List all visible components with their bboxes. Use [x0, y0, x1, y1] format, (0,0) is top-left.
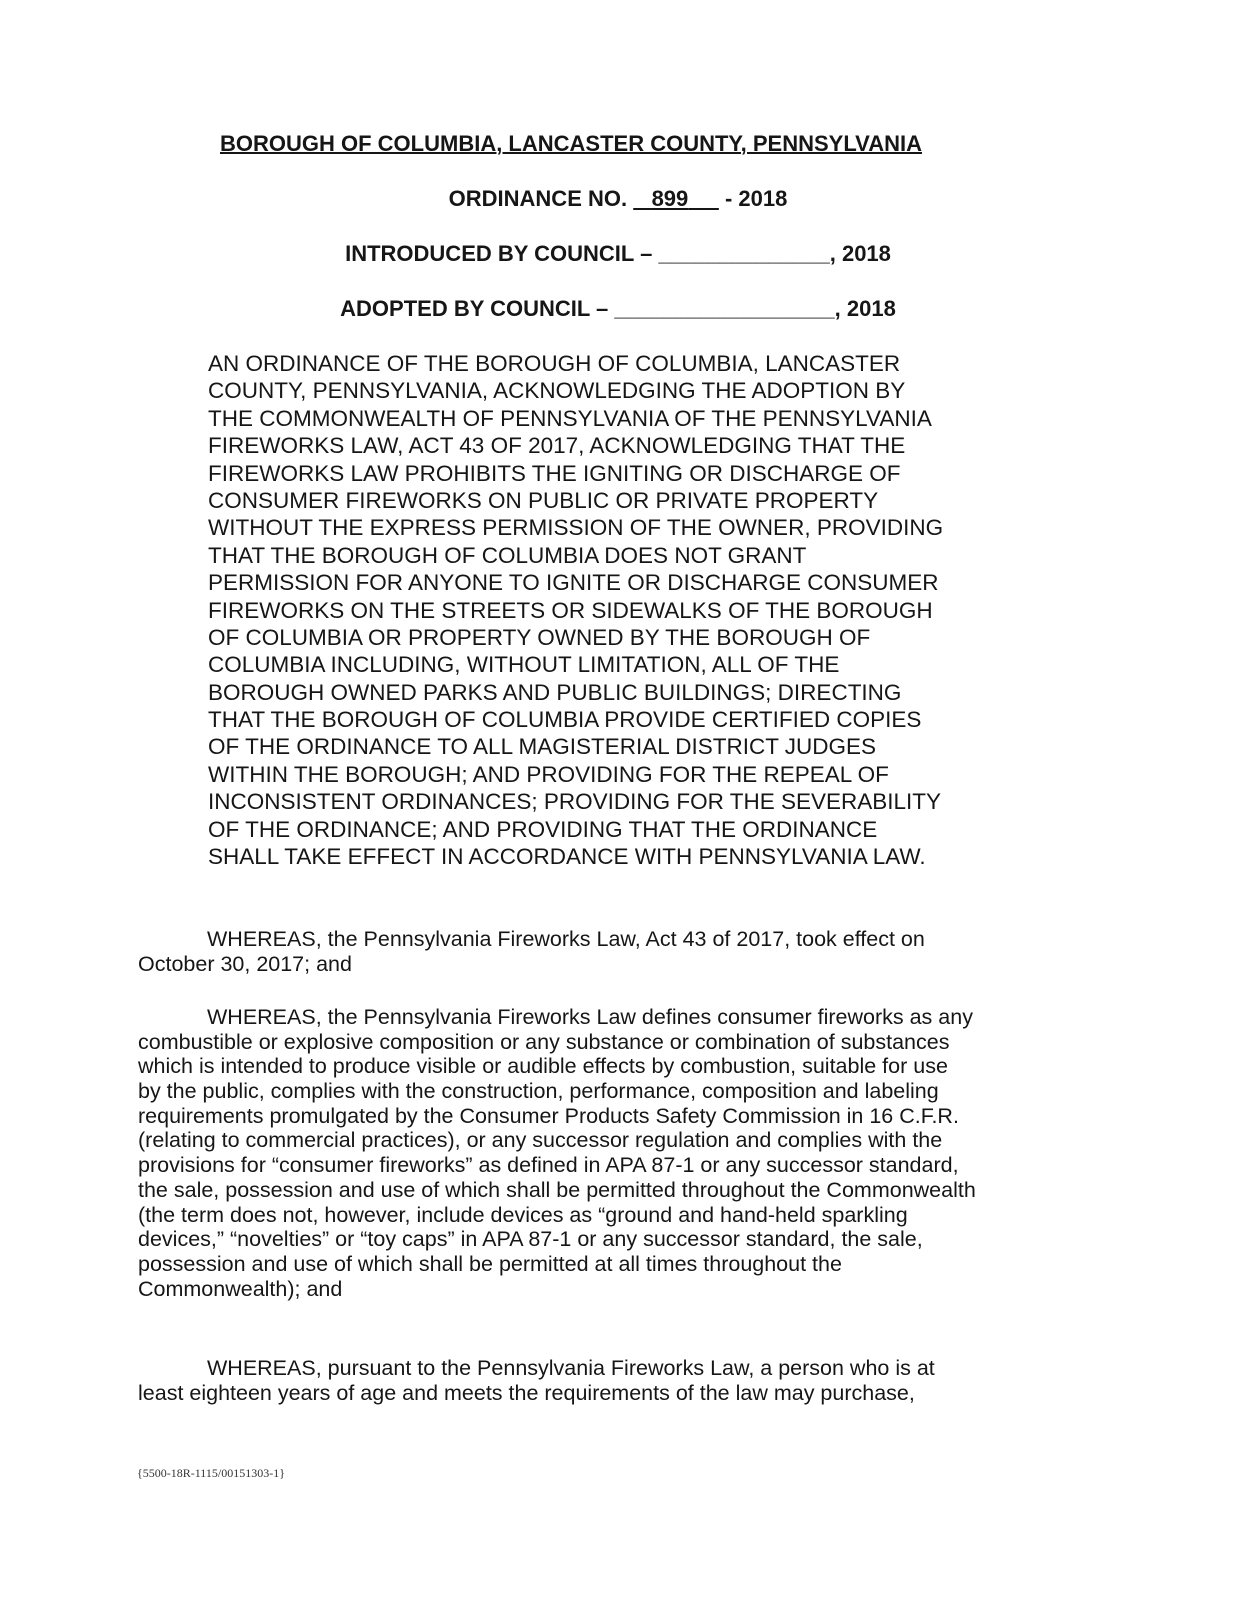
- paragraph-line: the sale, possession and use of which shall be permitted throughout the Commonwealth: [138, 1177, 976, 1202]
- ordinance-number-line: [0, 186, 1236, 212]
- whereas-paragraph: [138, 927, 925, 976]
- ordinance-caption: [208, 350, 943, 870]
- whereas-paragraph: [138, 1356, 935, 1405]
- caption-line: SHALL TAKE EFFECT IN ACCORDANCE WITH PENNSYLVANIA LAW.: [208, 844, 926, 870]
- caption-line: THE COMMONWEALTH OF PENNSYLVANIA OF THE PENNSYLVANIA: [208, 405, 932, 431]
- caption-line: OF THE ORDINANCE TO ALL MAGISTERIAL DISTRICT JUDGES: [208, 734, 877, 760]
- caption-line: FIREWORKS ON THE STREETS OR SIDEWALKS OF THE BOROUGH: [208, 597, 933, 623]
- ordinance-year: - 2018: [724, 186, 788, 211]
- paragraph-line: which is intended to produce visible or audible effects by combustion, suitable for use: [138, 1054, 948, 1079]
- paragraph-line: combustible or explosive composition or any substance or combination of substances: [138, 1029, 950, 1054]
- paragraph-line: possession and use of which shall be permitted at all times throughout the: [138, 1251, 842, 1276]
- caption-line: OF COLUMBIA OR PROPERTY OWNED BY THE BOROUGH OF: [208, 624, 871, 650]
- caption-line: COUNTY, PENNSYLVANIA, ACKNOWLEDGING THE ADOPTION BY: [208, 378, 906, 404]
- paragraph-line: WHEREAS, the Pennsylvania Fireworks Law, Act 43 of 2017, took effect on: [207, 927, 925, 951]
- ordinance-number: 899: [651, 186, 689, 211]
- ordinance-label: ORDINANCE NO.: [448, 186, 628, 211]
- paragraph-line: least eighteen years of age and meets the requirements of the law may purchase,: [138, 1380, 915, 1405]
- caption-line: FIREWORKS LAW, ACT 43 OF 2017, ACKNOWLEDGING THAT THE: [208, 433, 906, 459]
- paragraph-line: October 30, 2017; and: [138, 951, 352, 976]
- caption-line: PERMISSION FOR ANYONE TO IGNITE OR DISCHARGE CONSUMER: [208, 570, 939, 596]
- caption-line: BOROUGH OWNED PARKS AND PUBLIC BUILDINGS; DIRECTING: [208, 679, 902, 705]
- caption-line: FIREWORKS LAW PROHIBITS THE IGNITING OR DISCHARGE OF: [208, 460, 901, 486]
- whereas-paragraph: [138, 1005, 976, 1301]
- adopted-date-blank: __________________: [614, 296, 835, 321]
- caption-line: CONSUMER FIREWORKS ON PUBLIC OR PRIVATE PROPERTY: [208, 487, 879, 513]
- document-title: BOROUGH OF COLUMBIA, LANCASTER COUNTY, PENNSYLVANIA: [220, 131, 922, 156]
- paragraph-line: WHEREAS, pursuant to the Pennsylvania Fireworks Law, a person who is at: [207, 1356, 935, 1380]
- introduced-date-blank: ______________: [658, 241, 830, 266]
- introduced-year: , 2018: [829, 241, 891, 266]
- caption-line: WITHIN THE BOROUGH; AND PROVIDING FOR THE REPEAL OF: [208, 761, 889, 787]
- caption-line: THAT THE BOROUGH OF COLUMBIA PROVIDE CERTIFIED COPIES: [208, 707, 922, 733]
- adopted-label: ADOPTED BY COUNCIL –: [340, 296, 609, 321]
- caption-line: COLUMBIA INCLUDING, WITHOUT LIMITATION, ALL OF THE: [208, 652, 840, 678]
- caption-line: OF THE ORDINANCE; AND PROVIDING THAT THE ORDINANCE: [208, 816, 878, 842]
- caption-line: AN ORDINANCE OF THE BOROUGH OF COLUMBIA, LANCASTER: [208, 351, 901, 376]
- caption-line: THAT THE BOROUGH OF COLUMBIA DOES NOT GRANT: [208, 542, 807, 568]
- paragraph-line: by the public, complies with the construction, performance, composition and labeling: [138, 1079, 939, 1104]
- paragraph-line: (the term does not, however, include devices as “ground and hand-held sparkling: [138, 1202, 908, 1227]
- paragraph-line: provisions for “consumer fireworks” as defined in APA 87-1 or any successor standard,: [138, 1153, 959, 1178]
- paragraph-line: devices,” “novelties” or “toy caps” in APA 87-1 or any successor standard, the sale,: [138, 1227, 923, 1252]
- paragraph-line: requirements promulgated by the Consumer Products Safety Commission in 16 C.F.R.: [138, 1103, 959, 1128]
- paragraph-line: Commonwealth); and: [138, 1276, 343, 1301]
- adopted-year: , 2018: [834, 296, 896, 321]
- adopted-line: [0, 296, 1236, 322]
- introduced-line: [0, 241, 1236, 267]
- document-footer-id: {5500-18R-1115/00151303-1}: [137, 1466, 285, 1480]
- caption-line: WITHOUT THE EXPRESS PERMISSION OF THE OWNER, PROVIDING: [208, 515, 944, 541]
- paragraph-line: WHEREAS, the Pennsylvania Fireworks Law defines consumer fireworks as any: [207, 1005, 973, 1029]
- caption-line: INCONSISTENT ORDINANCES; PROVIDING FOR THE SEVERABILITY: [208, 789, 942, 815]
- introduced-label: INTRODUCED BY COUNCIL –: [345, 241, 653, 266]
- paragraph-line: (relating to commercial practices), or any successor regulation and complies with the: [138, 1128, 943, 1153]
